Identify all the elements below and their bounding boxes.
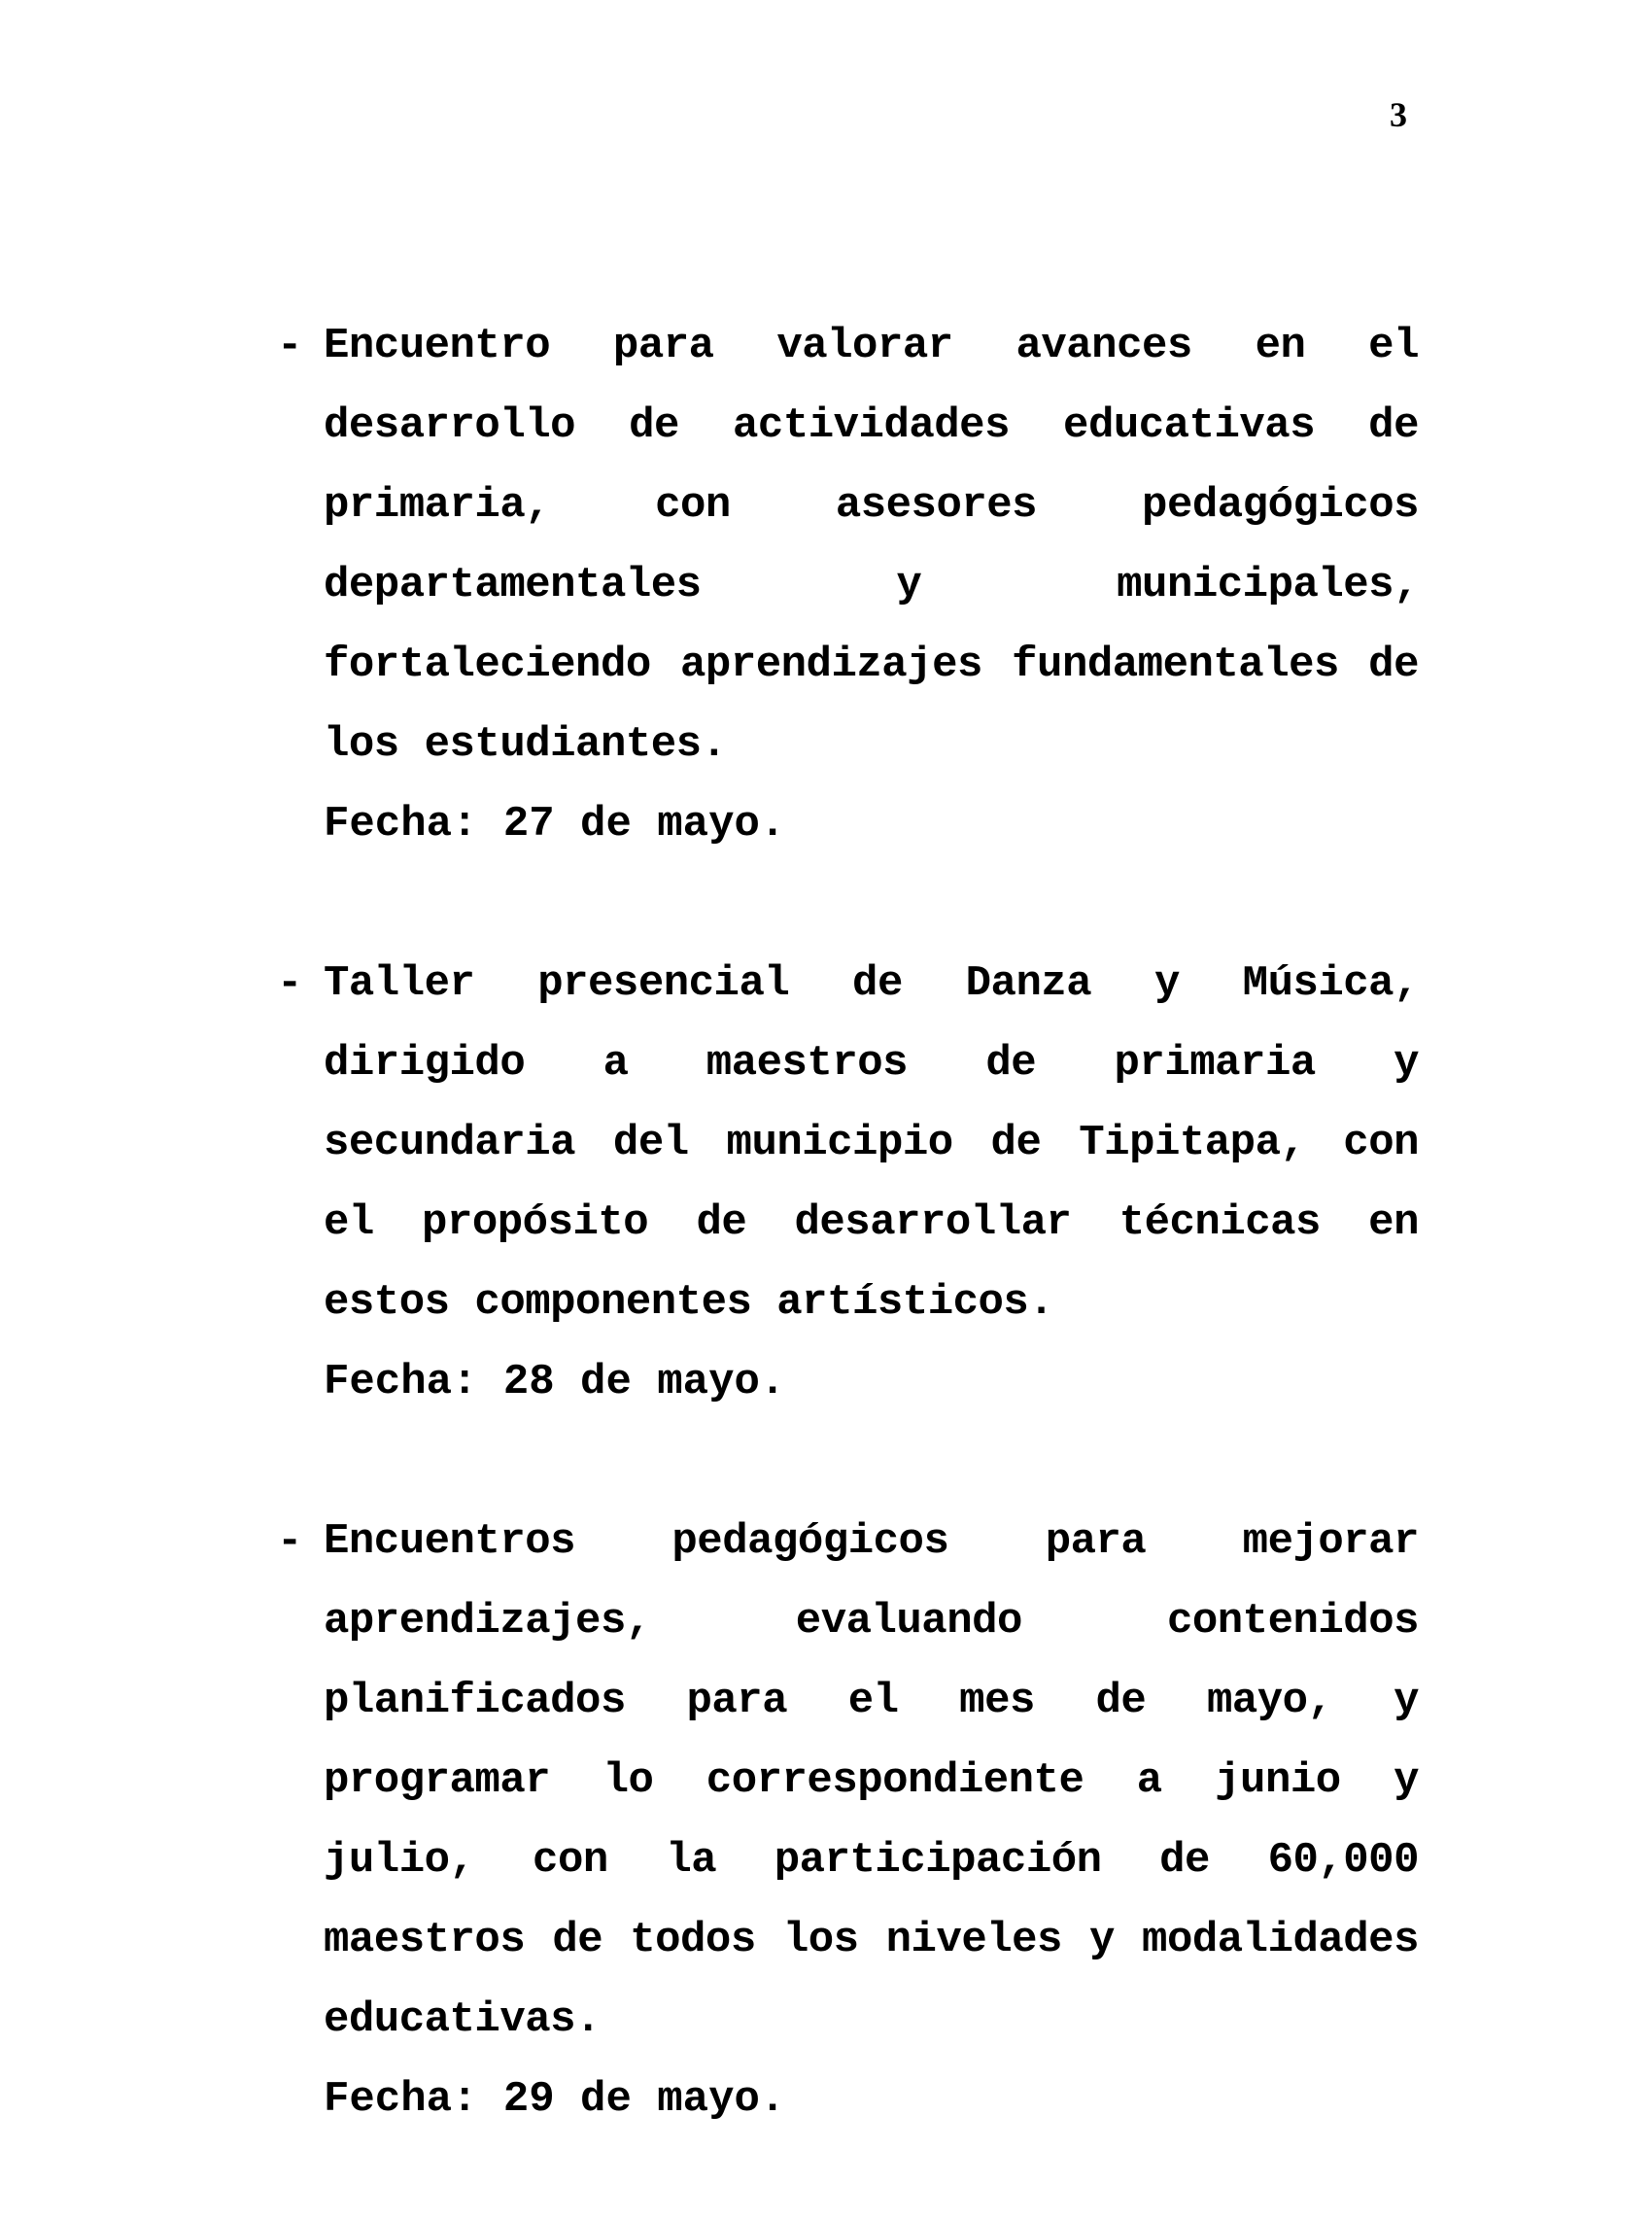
- page-number: 3: [1390, 95, 1407, 134]
- list-bullet: -: [277, 322, 303, 370]
- list-item: [277, 944, 1419, 1422]
- list-bullet: -: [277, 1517, 303, 1566]
- item-description: Encuentro para valorar avances en el desarrollo de actividades educativas de primaria, con asesores pedagógicos departamentales y municipales, fortaleciendo aprendizajes fundamentales de los estudiantes.: [324, 322, 1419, 769]
- item-date: Fecha: 29 de mayo.: [324, 2075, 786, 2124]
- list-bullet: -: [277, 959, 303, 1008]
- list-item: [277, 306, 1419, 864]
- item-date: Fecha: 28 de mayo.: [324, 1358, 786, 1406]
- item-description: Encuentros pedagógicos para mejorar aprendizajes, evaluando contenidos planificados para el mes de mayo, y programar lo correspondiente a junio y julio, con la participación de 60,000 maestros de todos los niveles y modalidades educativas.: [324, 1517, 1419, 2044]
- list-item-body: [324, 306, 1419, 864]
- list-item: [277, 1502, 1419, 2139]
- list-item-body: [324, 944, 1419, 1422]
- item-description: Taller presencial de Danza y Música, dirigido a maestros de primaria y secundaria del municipio de Tipitapa, con el propósito de desarrollar técnicas en estos componentes artísticos.: [324, 959, 1419, 1327]
- list-item-body: [324, 1502, 1419, 2139]
- item-date: Fecha: 27 de mayo.: [324, 800, 786, 849]
- activity-list: [277, 306, 1419, 2219]
